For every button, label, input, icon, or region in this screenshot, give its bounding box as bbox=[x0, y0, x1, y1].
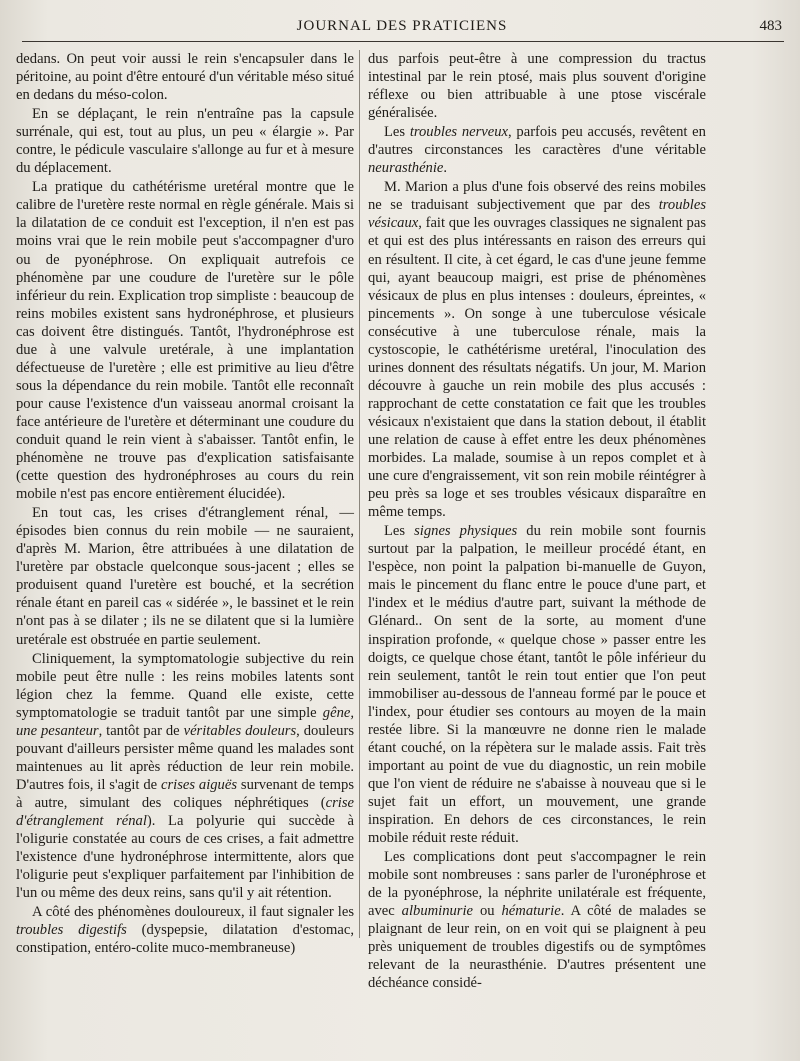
paragraph: Les troubles nerveux, parfois peu accusés, revêtent en d'autres circonstances les caractères d'une véritable neurasthénie. bbox=[368, 124, 706, 177]
paragraph: Les signes physiques du rein mobile sont fournis surtout par la palpation, le meilleur procédé étant, en l'espèce, non point la palpation bi-manuelle de Guyon, mais le pincement du flanc entre le pouce d'une part, et l'index et le médius d'autre part, suivant la méthode de Glénard.. On sent de la sorte, au moment d'une inspiration profonde, « quelque chose » passer entre les doigts, ce quelque chose étant, tantôt le pôle inférieur du rein seulement, tantôt le rein tout entier que l'on peut immobiliser au-dessous de l'anneau formé par le pouce et l'index, pour étudier ses contours au moyen de la main restée libre. Si la manœuvre ne donne rien le malade étant couché, on la répètera sur le malade assis. Fait très important au point de vue du diagnostic, un rein mobile que l'on vient de réduire ne s'abaisse à nouveau que si le sujet fait un effort, un mouvement, une grande inspiration. En dehors de ces circonstances, le rein mobile réduit reste réduit. bbox=[368, 523, 706, 847]
page-header bbox=[22, 14, 782, 38]
paragraph: dus parfois peut-être à une compression du tractus intestinal par le rein ptosé, mais plus souvent d'origine réflexe ou bien attribuable à une ptose viscérale généralisée. bbox=[368, 51, 706, 122]
paragraph: Cliniquement, la symptomatologie subjective du rein mobile peut être nulle : les reins mobiles latents sont légion chez la femme. Quand elle existe, cette symptomatologie se traduit tantôt par une simple gêne, une pesanteur, tantôt par de véritables douleurs, douleurs pouvant d'ailleurs persister même quand les malades sont maintenues au lit après réduction de leur rein mobile. D'autres fois, il s'agit de crises aiguës survenant de temps à autre, simulant des coliques néphrétiques (crise d'étranglement rénal). La polyurie qui succède à l'oligurie constatée au cours de ces crises, a fait admettre l'existence d'une hydronéphrose intermittente, alors que l'oligurie peut s'expliquer parfaitement par l'inhibition de l'un ou même des deux reins, sans qu'il y ait rétention. bbox=[16, 650, 355, 902]
page-number: 483 bbox=[759, 18, 782, 34]
paragraph: M. Marion a plus d'une fois observé des reins mobiles ne se traduisant subjectivement que par des troubles vésicaux, fait que les ouvrages classiques ne signalent pas et qui est des plus intéressants en raison des erreurs qui en résultent. Il cite, à cet égard, le cas d'une jeune femme qui, ayant beaucoup maigri, est prise de phénomènes vésicaux de plus en plus intenses : douleurs, épreintes, « pincements ». On songe à une tuberculose vésicale consécutive à une tuberculose rénale, mais la cystoscopie, le cathétérisme uretéral, l'inoculation des urines donnent des résultats négatifs. Un jour, M. Marion découvre à gauche un rein mobile des plus accusés : rapprochant de cette constatation ce fait que les troubles vésicaux n'existaient que dans la station debout, il établit une relation de cause à effet entre les deux phénomènes morbides. La malade, soumise à un repos complet et à une cure d'engraissement, vit son rein mobile réintégrer à peu près sa loge et ses troubles vésicaux disparaître en même temps. bbox=[368, 179, 706, 521]
paragraph: A côté des phénomènes douloureux, il faut signaler les troubles digestifs (dyspepsie, dilatation d'estomac, constipation, entéro-colite muco-membraneuse) bbox=[16, 904, 354, 957]
paragraph: Les complications dont peut s'accompagner le rein mobile sont nombreuses : sans parler de l'uronéphrose et de la pyonéphrose, la néphrite unilatérale est fréquente, avec albuminurie ou hématurie. A côté de malades se plaignant de leur rein, on en voit qui se plaignent à peu près uniquement de troubles digestifs ou de symptômes relevant de la neurasthénie. D'autres présentent une déchéance considé- bbox=[368, 849, 706, 992]
paragraph: La pratique du cathétérisme uretéral montre que le calibre de l'uretère reste normal en règle générale. Mais si la dilatation de ce conduit est l'exception, il n'en est pas moins vrai que le rein mobile peut s'accompagner d'uro ou de pyonéphrose. On expliquait autrefois ce phénomène par une coudure de l'uretère sur le pôle inférieur du rein. Explication trop simpliste : beaucoup de reins mobiles existent sans hydronéphrose, et plusieurs cas doivent être distingués. Tantôt, l'hydronéphrose est due à une valvule uretérale, à une implantation défectueuse de l'uretère ; elle est primitive au lieu d'être sous la dépendance du rein mobile. Tantôt elle reconnaît pour cause l'existence d'un vaisseau anormal croisant la face antérieure de l'uretère et déterminant une coudure du conduit quand le rein vient à s'abaisser. Tantôt enfin, le phénomène ne trouve pas d'explication satisfaisante (cette question des hydronéphroses au cours du rein mobile n'est pas encore entièrement élucidée). bbox=[16, 179, 354, 503]
paragraph: dedans. On peut voir aussi le rein s'encapsuler dans le péritoine, au point d'être entouré d'un véritable méso situé en dedans du méso-colon. bbox=[16, 51, 354, 104]
header-rule bbox=[22, 41, 784, 42]
paragraph: En tout cas, les crises d'étranglement rénal, — épisodes bien connus du rein mobile — ne sauraient, d'après M. Marion, être attribuées à une dilatation de l'uretère par obstacle quelconque sous-jacent ; elles se produisent quand l'uretère est bouché, et la secrétion rénale étant en pareil cas « sidérée », le bassinet et le rein n'ont pas à se dilater ; ils ne se dilatent que si la lumière uretérale est obstruée en partie seulement. bbox=[16, 505, 354, 648]
running-title: JOURNAL DES PRATICIENS bbox=[296, 18, 508, 34]
paragraph: En se déplaçant, le rein n'entraîne pas la capsule surrénale, qui est, tout au plus, un peu « élargie ». Par contre, le pédicule vasculaire s'allonge au fur et à mesure du déplacement. bbox=[16, 106, 354, 177]
right-column bbox=[368, 50, 706, 992]
left-column bbox=[16, 50, 354, 957]
column-divider bbox=[359, 50, 360, 938]
